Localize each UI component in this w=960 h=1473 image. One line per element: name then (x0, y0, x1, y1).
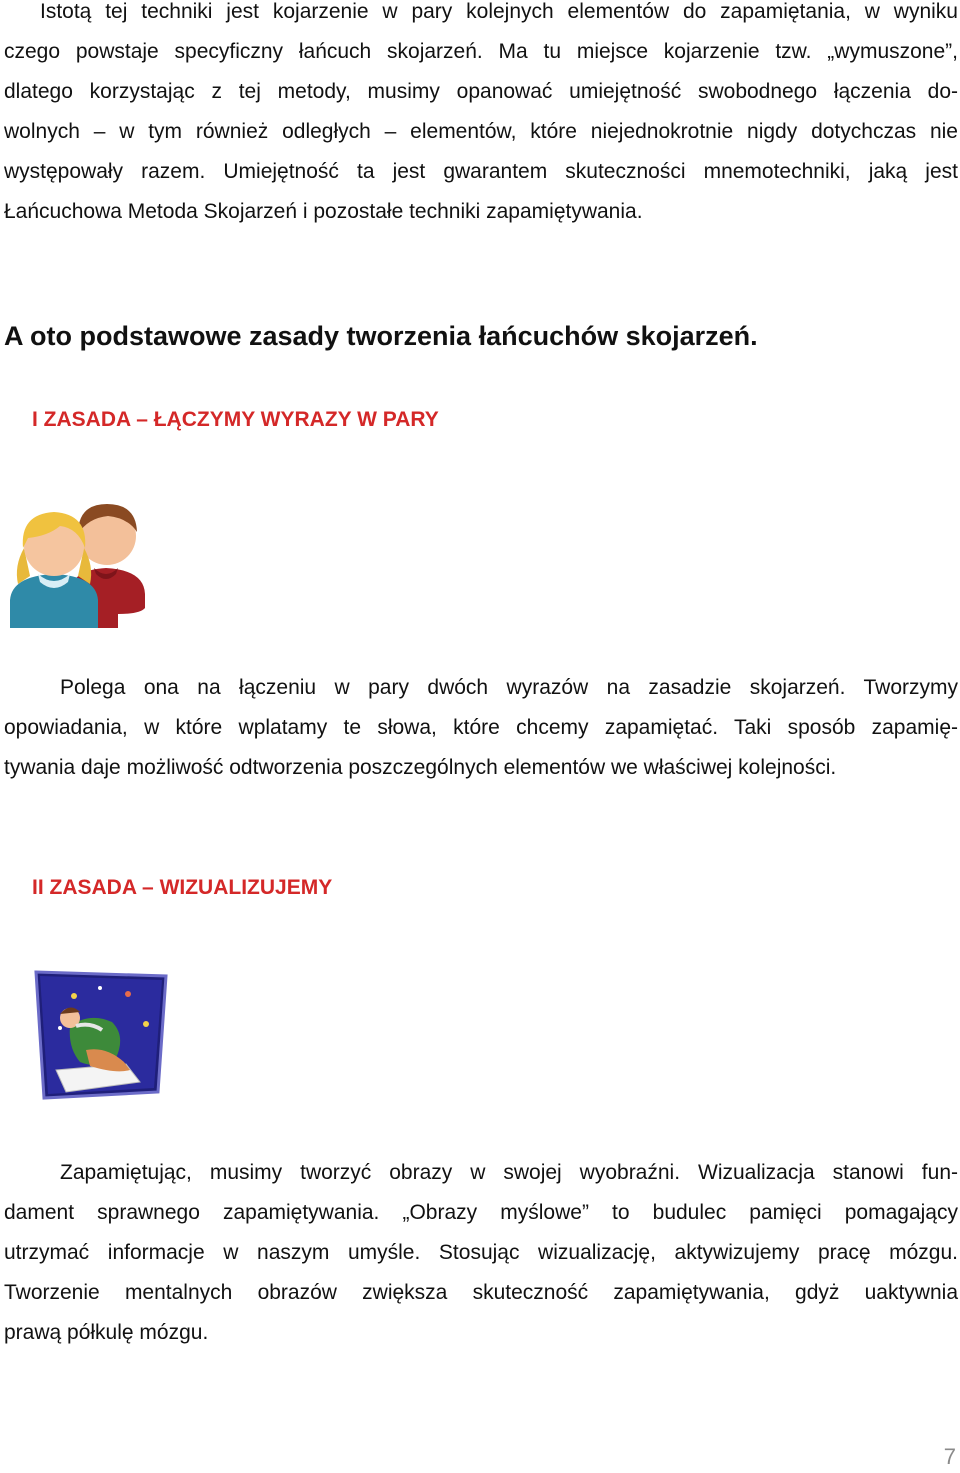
text-line: Łańcuchowa Metoda Skojarzeń i pozostałe techniki zapamiętywania. (4, 200, 643, 223)
text-line: opowiadania, w które wplatamy te słowa, które chcemy zapamiętać. Taki sposób zapamię- (4, 716, 958, 739)
text-line: czego powstaje specyficzny łańcuch skojarzeń. Ma tu miejsce kojarzenie tzw. „wymuszone”, (4, 40, 958, 63)
text-line: dlatego korzystając z tej metody, musimy opanować umiejętność swobodnego łączenia do- (4, 80, 958, 103)
dreaming-person-clipart (30, 966, 172, 1100)
text-line: wolnych – w tym również odległych – elementów, które niejednokrotnie nigdy dotychczas nie (4, 120, 958, 143)
text-line: Tworzenie mentalnych obrazów zwiększa skuteczność zapamiętywania, gdyż uaktywnia (4, 1281, 958, 1304)
text-line: Istotą tej techniki jest kojarzenie w pary kolejnych elementów do zapamiętania, w wyniku (40, 0, 958, 23)
text-line: występowały razem. Umiejętność ta jest gwarantem skuteczności mnemotechniki, jaką jest (4, 160, 958, 183)
text-line: dament sprawnego zapamiętywania. „Obrazy myślowe” to budulec pamięci pomagający (4, 1201, 958, 1224)
text-line: tywania daje możliwość odtworzenia poszczególnych elementów we właściwej kolejności. (4, 756, 837, 779)
rule-2-title: II ZASADA – WIZUALIZUJEMY (32, 876, 333, 899)
rule-1-title: I ZASADA – ŁĄCZYMY WYRAZY W PARY (32, 408, 439, 431)
text-line: Zapamiętując, musimy tworzyć obrazy w swojej wyobraźni. Wizualizacja stanowi fun- (60, 1161, 958, 1184)
page-number: 7 (943, 1444, 956, 1469)
text-line: Polega ona na łączeniu w pary dwóch wyrazów na zasadzie skojarzeń. Tworzymy (60, 676, 958, 699)
section-heading: A oto podstawowe zasady tworzenia łańcuchów skojarzeń. (4, 321, 758, 351)
text-line: prawą półkulę mózgu. (4, 1321, 209, 1344)
people-pair-icon (8, 496, 148, 628)
text-line: utrzymać informacje w naszym umyśle. Stosując wizualizację, aktywizujemy pracę mózgu. (4, 1241, 958, 1264)
